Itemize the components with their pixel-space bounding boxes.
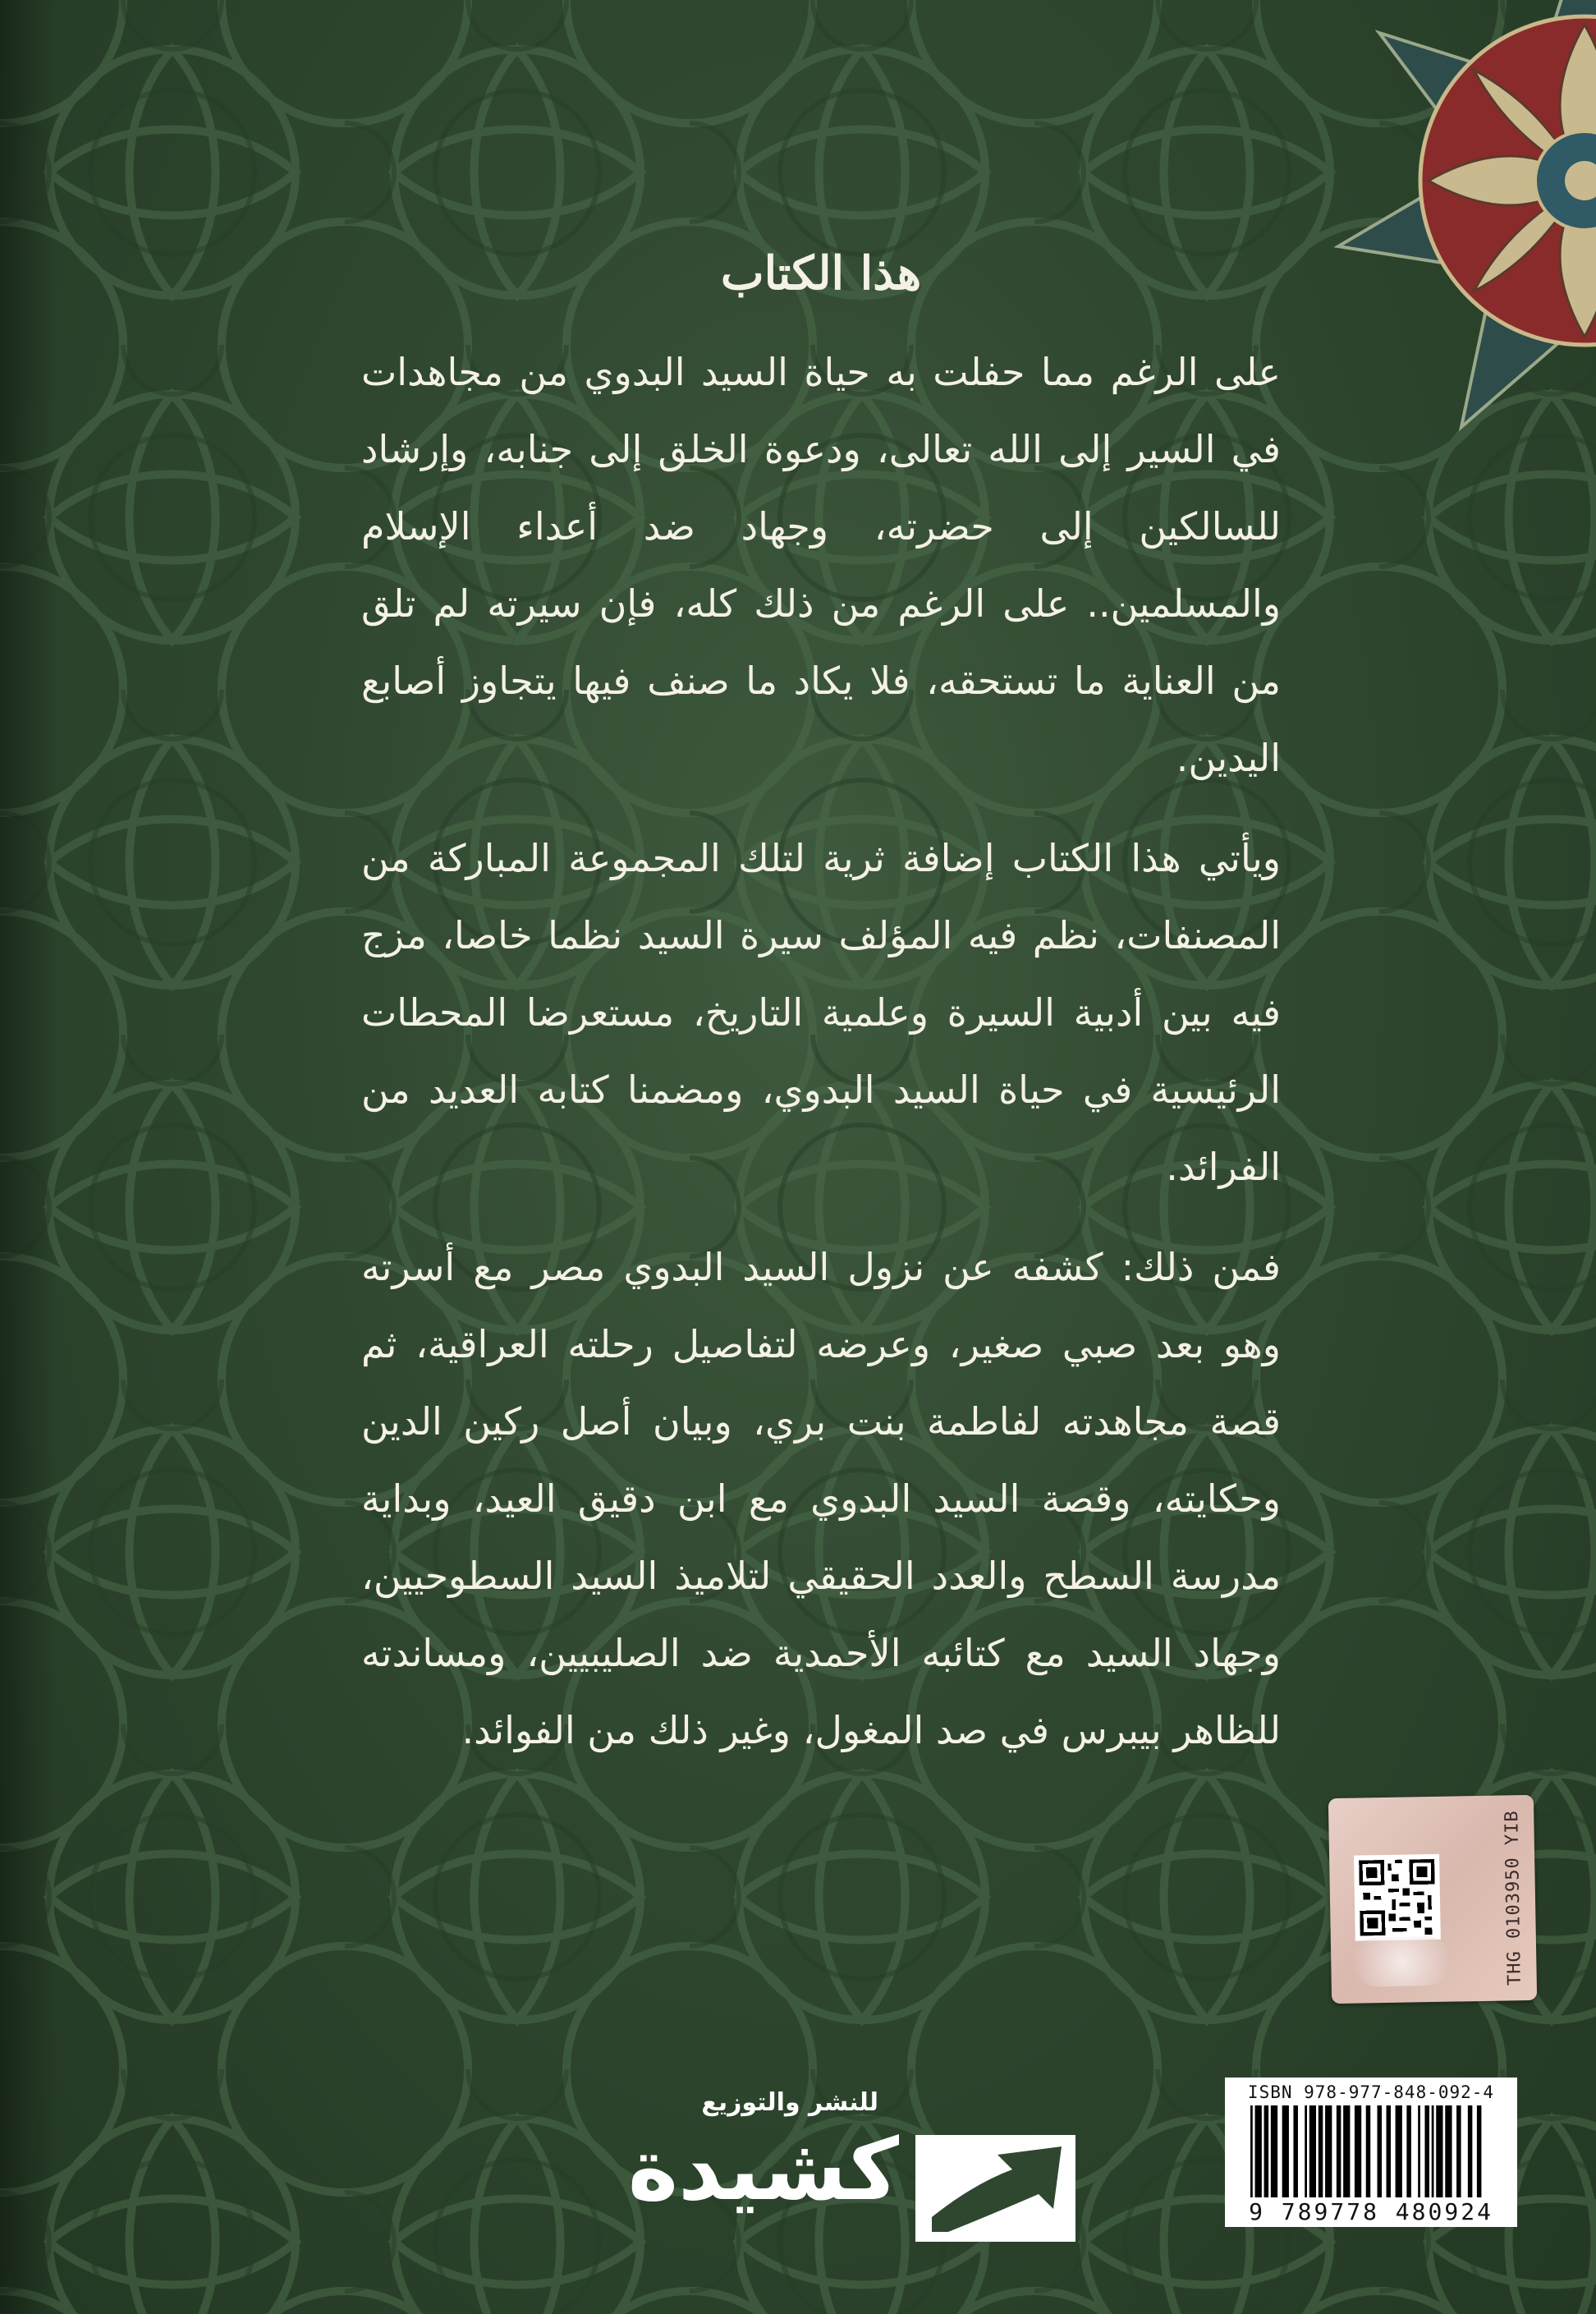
barcode-bar	[1445, 2105, 1452, 2197]
qr-code-icon	[1354, 1854, 1441, 1941]
barcode-bar	[1418, 2105, 1420, 2197]
isbn-barcode	[1225, 2078, 1517, 2227]
barcode-bar	[1293, 2105, 1298, 2197]
arrow-up-right-icon	[915, 2135, 1075, 2242]
section-title: هذا الكتاب	[720, 246, 922, 301]
barcode-bar	[1477, 2105, 1482, 2197]
barcode-bar	[1337, 2105, 1341, 2197]
barcode-bar	[1250, 2105, 1253, 2197]
barcode-bar	[1355, 2105, 1361, 2197]
spine-shadow	[0, 0, 57, 2314]
barcode-bar	[1424, 2105, 1429, 2197]
barcode-bars	[1241, 2105, 1504, 2197]
barcode-bar	[1309, 2105, 1316, 2197]
paragraph-1: على الرغم مما حفلت به حياة السيد البدوي من مجاهدات في السير إلى الله تعالى، ودعوة الخلق إلى جنابه، وإرشاد للسالكين إلى حضرته، وجهاد ضد أعداء الإسلام والمسلمين.. على الرغم من ذلك كله، فإن سيرته لم تلق من العناية ما تستحقه، فلا يكاد ما صنف فيها يتجاوز أصابع اليدين.	[361, 350, 1281, 780]
barcode-bar	[1456, 2105, 1461, 2197]
barcode-bar	[1305, 2105, 1307, 2197]
rosette-ornament	[1314, 0, 1596, 558]
barcode-bar	[1436, 2105, 1442, 2197]
publisher-tagline: للنشر والتوزيع	[701, 2088, 878, 2117]
barcode-bar	[1282, 2105, 1289, 2197]
barcode-bar	[1396, 2105, 1402, 2197]
hologram-mark	[1352, 1936, 1452, 1987]
security-sticker	[1328, 1795, 1537, 2004]
barcode-bar	[1468, 2105, 1473, 2197]
barcode-bar	[1264, 2105, 1269, 2197]
barcode-digits: 9 789778 480924	[1249, 2198, 1493, 2225]
barcode-bar	[1325, 2105, 1332, 2197]
barcode-bar	[1366, 2105, 1371, 2197]
barcode-bar	[1343, 2105, 1350, 2197]
publisher-logo	[575, 2073, 1075, 2238]
barcode-bar	[1255, 2105, 1262, 2197]
paragraph-2: ويأتي هذا الكتاب إضافة ثرية لتلك المجموعة المباركة من المصنفات، نظم فيه المؤلف سيرة السيد نظما خاصا، مزج فيه بين أدبية السيرة وعلمية التاريخ، مستعرضا المحطات الرئيسية في حياة السيد البدوي، ومضمنا كتابه العديد من الفرائد.	[361, 836, 1281, 1189]
barcode-bar	[1387, 2105, 1392, 2197]
publisher-name: كشيدة	[627, 2119, 899, 2220]
barcode-bar	[1378, 2105, 1383, 2197]
back-cover-text	[361, 246, 1281, 1792]
barcode-bar	[1432, 2105, 1434, 2197]
barcode-bar	[1319, 2105, 1323, 2197]
barcode-bar	[1406, 2105, 1411, 2197]
paragraph-3: فمن ذلك: كشفه عن نزول السيد البدوي مصر مع أسرته وهو بعد صبي صغير، وعرضه لتفاصيل رحلته العراقية، ثم قصة مجاهدته لفاطمة بنت بري، وبيان أصل ركين الدين وحكايته، وقصة السيد البدوي مع ابن دقيق العيد، وبداية مدرسة السطح والعدد الحقيقي لتلاميذ السيد السطوحيين، وجهاد السيد مع كتائبه الأحمدية ضد الصليبيين، ومساندته للظاهر بيبرس في صد المغول، وغير ذلك من الفوائد.	[361, 1245, 1281, 1752]
barcode-bar	[1271, 2105, 1277, 2197]
sticker-code: THG 0103950 YIB	[1502, 1810, 1525, 1986]
isbn-label: ISBN 978-977-848-092-4	[1247, 2082, 1495, 2102]
